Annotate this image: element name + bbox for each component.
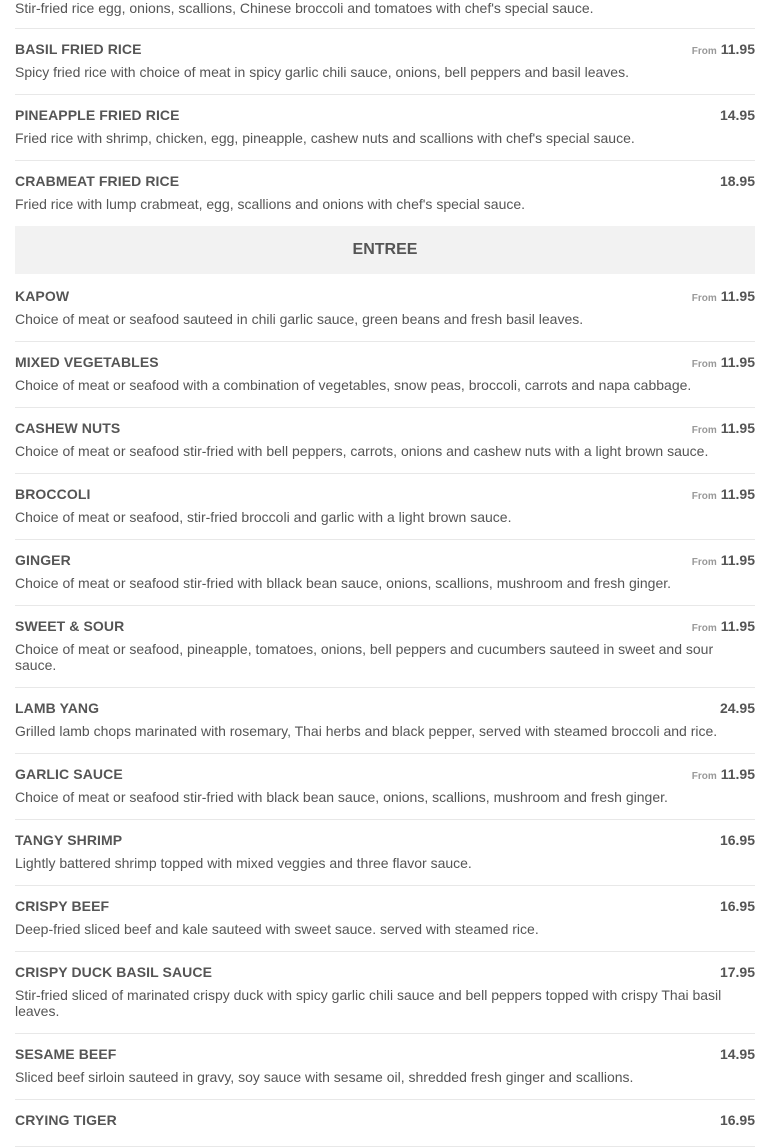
menu-item-name: BROCCOLI xyxy=(15,486,91,502)
menu-item-name: CRISPY BEEF xyxy=(15,898,110,914)
menu-item-description: Choice of meat or seafood, stir-fried broccoli and garlic with a light brown sauce. xyxy=(15,509,512,525)
menu-item[interactable] xyxy=(15,95,755,161)
menu-item-price: 16.95 xyxy=(719,832,755,848)
menu-item[interactable] xyxy=(15,886,755,952)
menu-item-price-wrap xyxy=(692,41,755,59)
menu-item-price: 11.95 xyxy=(720,766,755,782)
menu-item-header xyxy=(15,766,755,786)
menu-item-description: Sliced beef sirloin sauteed in gravy, soy sauce with sesame oil, shredded fresh ginger and scallions. xyxy=(15,1069,634,1085)
menu-item-name: SWEET & SOUR xyxy=(15,618,125,634)
menu-item-price-wrap xyxy=(692,766,755,784)
menu-item-price-wrap xyxy=(692,486,755,504)
menu-item-price: 14.95 xyxy=(719,1046,755,1062)
menu-item-description: Choice of meat or seafood sauteed in chili garlic sauce, green beans and fresh basil leaves. xyxy=(15,311,584,327)
menu-item-description: Grilled lamb chops marinated with rosemary, Thai herbs and black pepper, served with steamed broccoli and rice. xyxy=(15,723,718,739)
menu-item[interactable] xyxy=(15,540,755,606)
menu-item-name: GARLIC SAUCE xyxy=(15,766,123,782)
menu-item-description: Deep-fried sliced beef and kale sauteed with sweet sauce. served with steamed rice. xyxy=(15,921,539,937)
menu-item-price: 11.95 xyxy=(720,552,755,568)
price-from-label: From xyxy=(691,425,717,436)
menu-item-price-wrap xyxy=(692,354,755,372)
menu-item-name: CRABMEAT FRIED RICE xyxy=(15,173,180,189)
menu-item-header xyxy=(15,1046,755,1066)
entree-list xyxy=(15,276,755,1147)
menu-item[interactable] xyxy=(15,688,755,754)
menu-item-price-wrap xyxy=(692,288,755,306)
price-from-label: From xyxy=(691,557,717,568)
menu-item-price-wrap xyxy=(720,107,755,125)
menu-list xyxy=(15,0,755,1147)
menu-item-name: TANGY SHRIMP xyxy=(15,832,123,848)
menu-item[interactable] xyxy=(15,342,755,408)
menu-item-description: Fried rice with lump crabmeat, egg, scallions and onions with chef's special sauce. xyxy=(15,196,526,212)
menu-item-description: Fried rice with shrimp, chicken, egg, pineapple, cashew nuts and scallions with chef's special sauce. xyxy=(15,130,635,146)
menu-item-price-wrap xyxy=(720,832,755,850)
menu-item[interactable] xyxy=(15,754,755,820)
menu-item-description: Choice of meat or seafood stir-fried with bllack bean sauce, onions, scallions, mushroom and fresh ginger. xyxy=(15,575,672,591)
menu-item-description: Lightly battered shrimp topped with mixed veggies and three flavor sauce. xyxy=(15,855,472,871)
menu-item-header xyxy=(15,552,755,572)
price-from-label: From xyxy=(691,359,717,370)
menu-item-price: 11.95 xyxy=(720,354,755,370)
menu-item-description: Choice of meat or seafood, pineapple, tomatoes, onions, bell peppers and cucumbers sauteed in sweet and sour sauce. xyxy=(15,641,714,673)
menu-item-price: 14.95 xyxy=(719,107,755,123)
menu-item[interactable] xyxy=(15,276,755,342)
fried-rice-list xyxy=(15,29,755,226)
menu-item-price: 18.95 xyxy=(719,173,755,189)
menu-item[interactable] xyxy=(15,161,755,226)
menu-item[interactable] xyxy=(15,474,755,540)
menu-item-name: KAPOW xyxy=(15,288,70,304)
menu-item-description: Spicy fried rice with choice of meat in spicy garlic chili sauce, onions, bell peppers and basil leaves. xyxy=(15,64,629,80)
menu-item-description: Choice of meat or seafood stir-fried with bell peppers, carrots, onions and cashew nuts with a light brown sauce. xyxy=(15,443,709,459)
menu-item-price: 11.95 xyxy=(720,41,755,57)
menu-item-header xyxy=(15,898,755,918)
menu-item-header xyxy=(15,420,755,440)
menu-item-price: 16.95 xyxy=(719,898,755,914)
price-from-label: From xyxy=(691,293,717,304)
menu-item-name: CASHEW NUTS xyxy=(15,420,121,436)
menu-item-price-wrap xyxy=(720,1046,755,1064)
menu-item-name: GINGER xyxy=(15,552,71,568)
menu-item[interactable] xyxy=(15,952,755,1034)
menu-item-price: 11.95 xyxy=(720,288,755,304)
menu-item-header xyxy=(15,618,755,638)
menu-item-price: 11.95 xyxy=(720,618,755,634)
menu-item-price-wrap xyxy=(720,1112,755,1130)
menu-item-header xyxy=(15,173,755,193)
menu-item-name: MIXED VEGETABLES xyxy=(15,354,159,370)
menu-item[interactable] xyxy=(15,408,755,474)
menu-item-price-wrap xyxy=(692,552,755,570)
menu-item-price-wrap xyxy=(720,173,755,191)
menu-item-price-wrap xyxy=(692,420,755,438)
menu-item[interactable] xyxy=(15,820,755,886)
menu-item-price-wrap xyxy=(692,618,755,636)
menu-item-header xyxy=(15,1112,755,1132)
price-from-label: From xyxy=(691,491,717,502)
menu-item-price-wrap xyxy=(720,964,755,982)
menu-item[interactable] xyxy=(15,29,755,95)
menu-item-header xyxy=(15,288,755,308)
menu-item-header xyxy=(15,354,755,374)
menu-item-header xyxy=(15,486,755,506)
price-from-label: From xyxy=(691,46,717,57)
menu-item-price: 11.95 xyxy=(720,420,755,436)
menu-item-description: Choice of meat or seafood with a combination of vegetables, snow peas, broccoli, carrots and napa cabbage. xyxy=(15,377,692,393)
menu-item-name: LAMB YANG xyxy=(15,700,100,716)
menu-item-name: CRISPY DUCK BASIL SAUCE xyxy=(15,964,213,980)
menu-item[interactable] xyxy=(15,606,755,688)
menu-item-price: 11.95 xyxy=(720,486,755,502)
price-from-label: From xyxy=(691,623,717,634)
item-description: Stir-fried rice egg, onions, scallions, Chinese broccoli and tomatoes with chef's special sauce. xyxy=(15,0,755,29)
menu-item-name: SESAME BEEF xyxy=(15,1046,117,1062)
menu-item-price-wrap xyxy=(720,700,755,718)
menu-item-name: CRYING TIGER xyxy=(15,1112,117,1128)
menu-item-header xyxy=(15,964,755,984)
menu-item-description: Stir-fried sliced of marinated crispy duck with spicy garlic chili sauce and bell peppers topped with crispy Thai basil leaves. xyxy=(15,987,722,1019)
menu-item-header xyxy=(15,41,755,61)
menu-item-price: 16.95 xyxy=(719,1112,755,1128)
menu-item-price-wrap xyxy=(720,898,755,916)
menu-item-price: 24.95 xyxy=(719,700,755,716)
menu-item-header xyxy=(15,700,755,720)
menu-item[interactable] xyxy=(15,1100,755,1147)
section-header-entree: ENTREE xyxy=(15,226,755,274)
menu-item-name: BASIL FRIED RICE xyxy=(15,41,142,57)
menu-item[interactable] xyxy=(15,1034,755,1100)
menu-item-price: 17.95 xyxy=(719,964,755,980)
menu-item-header xyxy=(15,107,755,127)
menu-item-description: Choice of meat or seafood stir-fried with black bean sauce, onions, scallions, mushroom and fresh ginger. xyxy=(15,789,668,805)
menu-item-name: PINEAPPLE FRIED RICE xyxy=(15,107,180,123)
menu-item-header xyxy=(15,832,755,852)
price-from-label: From xyxy=(691,771,717,782)
